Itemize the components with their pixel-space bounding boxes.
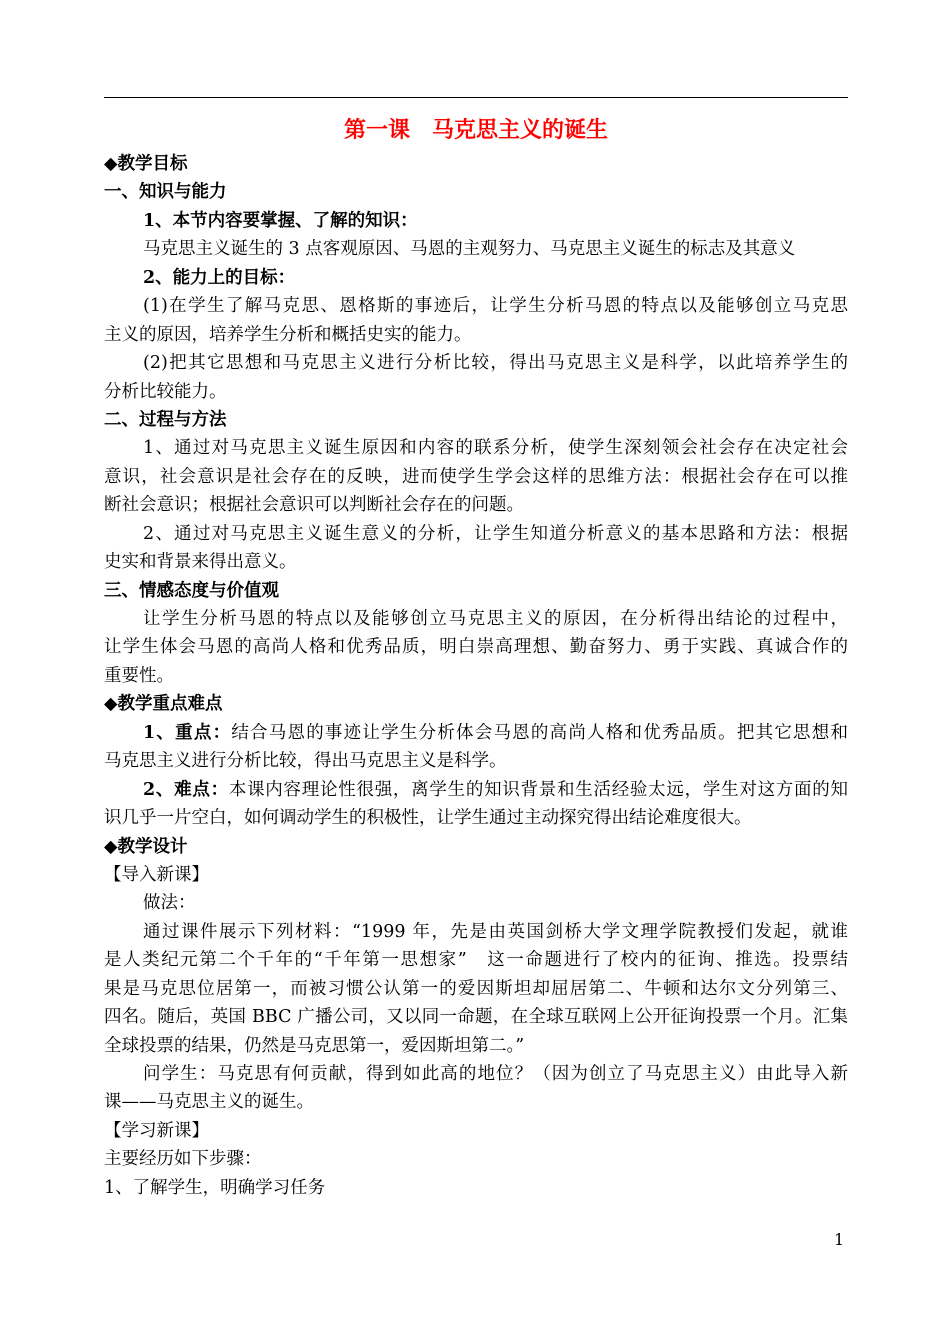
text-line: 识几乎一片空白，如何调动学生的积极性，让学生通过主动探究得出结论难度很大。 <box>104 808 752 829</box>
text-line: 主要经历如下步骤： <box>104 1149 262 1170</box>
text-line: 一、知识与能力 <box>104 182 227 203</box>
text-line: 断社会意识；根据社会意识可以判断社会存在的问题。 <box>104 495 524 516</box>
text-line: 1、通过对马克思主义诞生原因和内容的联系分析，使学生深刻领会社会存在决定社会 <box>143 438 848 459</box>
text-line <box>104 776 848 804</box>
text-line: (2)把其它思想和马克思主义进行分析比较，得出马克思主义是科学，以此培养学生的 <box>143 353 848 374</box>
document-body <box>104 150 848 1202</box>
text-line: 三、情感态度与价值观 <box>104 580 279 601</box>
text-line: 【导入新课】 <box>104 864 209 885</box>
text-line: 马克思主义进行分析比较，得出马克思主义是科学。 <box>104 751 507 772</box>
text-line: 【学习新课】 <box>104 1120 209 1141</box>
text-line: 主义的原因，培养学生分析和概括史实的能力。 <box>104 324 472 345</box>
text-line: ◆教学重点难点 <box>104 694 223 715</box>
text-line: 问学生：马克思有何贡献，得到如此高的地位？（因为创立了马克思主义）由此导入新 <box>143 1064 848 1084</box>
text-line: ◆教学设计 <box>104 836 188 857</box>
text-line: 分析比较能力。 <box>104 381 227 402</box>
text-line: 全球投票的结果，仍然是马克思第一，爱因斯坦第二。” <box>104 1035 525 1056</box>
header-rule <box>104 97 848 98</box>
text-line: ◆教学目标 <box>104 154 188 174</box>
text-line: 二、过程与方法 <box>104 409 227 430</box>
text-line: 让学生分析马恩的特点以及能够创立马克思主义的原因，在分析得出结论的过程中， <box>143 609 848 629</box>
text-line: 四名。随后，英国 BBC 广播公司，又以同一命题，在全球互联网上公开征询投票一个月。汇集 <box>104 1007 848 1028</box>
text-line <box>104 719 848 747</box>
text-line: 课——马克思主义的诞生。 <box>104 1092 314 1113</box>
text-line: 马克思主义诞生的 3 点客观原因、马恩的主观努力、马克思主义诞生的标志及其意义 <box>143 239 796 260</box>
page-number: 1 <box>834 1230 845 1249</box>
text-line: 重要性。 <box>104 665 174 686</box>
line-text: 本课内容理论性很强，离学生的知识背景和生活经验太远，学生对这方面的知 <box>228 779 848 800</box>
line-text: 结合马恩的事迹让学生分析体会马恩的高尚人格和优秀品质。把其它思想和 <box>231 722 848 743</box>
text-line: 2、通过对马克思主义诞生意义的分析，让学生知道分析意义的基本思路和方法：根据 <box>143 523 848 544</box>
text-line: (1)在学生了解马克思、恩格斯的事迹后，让学生分析马恩的特点以及能够创立马克思 <box>143 296 848 317</box>
page-title: 第一课 马克思主义的诞生 <box>343 117 608 143</box>
text-line: 2、能力上的目标： <box>143 267 296 288</box>
line-lead-label: 1、重点： <box>143 722 232 743</box>
text-line: 让学生体会马恩的高尚人格和优秀品质，明白崇高理想、勤奋努力、勇于实践、真诚合作的 <box>104 637 848 658</box>
text-line: 意识，社会意识是社会存在的反映，进而使学生学会这样的思维方法：根据社会存在可以推 <box>104 466 848 487</box>
text-line: 1、本节内容要掌握、了解的知识： <box>143 210 418 231</box>
text-line: 做法： <box>143 893 196 914</box>
text-line: 1、了解学生，明确学习任务 <box>104 1177 326 1198</box>
text-line: 果是马克思位居第一，而被习惯公认第一的爱因斯坦却屈居第二、牛顿和达尔文分列第三、 <box>104 978 848 999</box>
text-line: 通过课件展示下列材料：“1999 年，先是由英国剑桥大学文理学院教授们发起，就谁 <box>143 921 848 942</box>
line-lead-label: 2、难点： <box>143 779 229 800</box>
text-line: 史实和背景来得出意义。 <box>104 552 297 573</box>
text-line: 是人类纪元第二个千年的“千年第一思想家” 这一命题进行了校内的征询、推选。投票结 <box>104 950 848 971</box>
